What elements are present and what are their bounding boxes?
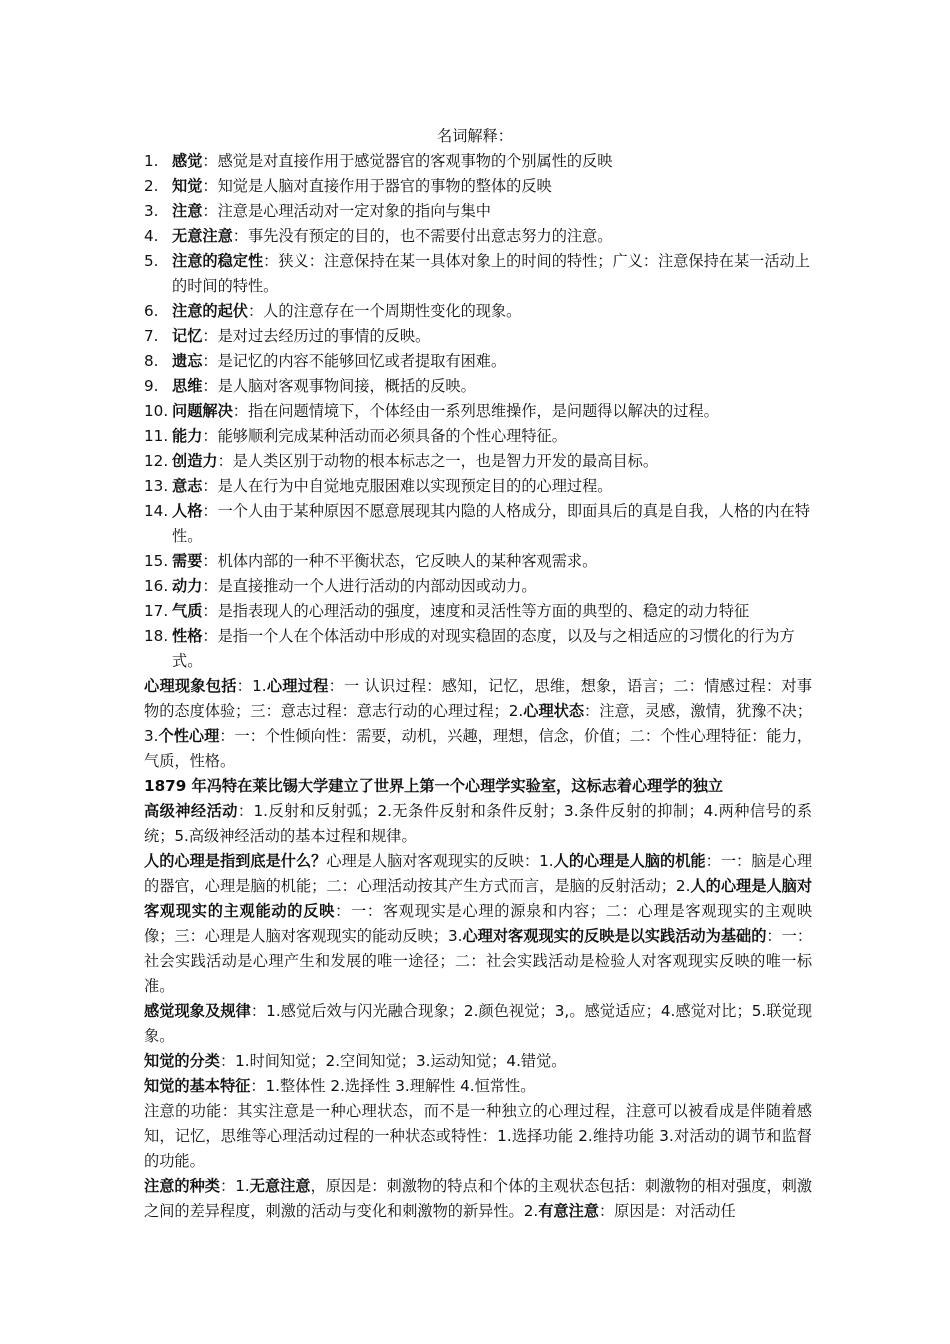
term: 创造力 (172, 452, 218, 470)
definition-item (144, 374, 812, 399)
text-run: 注意的功能：其实注意是一种心理状态，而不是一种独立的心理过程，注意可以被看成是伴随着感知，记忆，思维等心理活动过程的一种状态或特性：1.选择功能 2.维持功能 3.对活动的调节和监督的功能。 (144, 1102, 812, 1170)
definition-text: ：一个人由于某种原因不愿意展现其内隐的人格成分，即面具后的真是自我，人格的内在特性。 (172, 502, 810, 545)
definition-item (144, 224, 812, 249)
definition-text: ：指在问题情境下，个体经由一系列思维操作，是问题得以解决的过程。 (232, 402, 719, 420)
definition-item (144, 499, 812, 549)
definition-text: ：注意是心理活动对一定对象的指向与集中 (202, 202, 491, 220)
term: 遗忘 (172, 352, 203, 370)
definition-item (144, 349, 812, 374)
text-run: 心理是人脑对客观现实的反映：1. (326, 852, 554, 870)
bold-text: 高级神经活动 (144, 802, 238, 820)
item-number: 16. (144, 577, 169, 595)
definition-item (144, 449, 812, 474)
definition-item (144, 174, 812, 199)
item-number: 13. (144, 477, 169, 495)
paragraph (144, 1074, 812, 1099)
definition-text: ：人的注意存在一个周期性变化的现象。 (247, 302, 522, 320)
item-number: 14. (144, 502, 169, 520)
bold-text: 人的心理是人脑的机能 (553, 852, 706, 870)
term: 意志 (172, 477, 203, 495)
bold-text: 心理对客观现实的反映是以实践活动为基础的 (462, 927, 767, 945)
definition-text: ：是指表现人的心理活动的强度，速度和灵活性等方面的典型的、稳定的动力特征 (202, 602, 750, 620)
term: 需要 (172, 552, 203, 570)
item-number: 10. (144, 402, 169, 420)
definition-item (144, 249, 812, 299)
definition-item (144, 624, 812, 674)
term: 感觉 (172, 152, 203, 170)
item-number: 17. (144, 602, 169, 620)
term: 思维 (172, 377, 203, 395)
definition-text: ：事先没有预定的目的，也不需要付出意志努力的注意。 (232, 227, 613, 245)
term: 注意 (172, 202, 203, 220)
paragraph (144, 1049, 812, 1074)
paragraph (144, 1099, 812, 1174)
bold-text: 感觉现象及规律 (144, 1002, 251, 1020)
text-run: ：1.时间知觉；2.空间知觉；3.运动知觉；4.错觉。 (219, 1052, 567, 1070)
text-run: ：1.整体性 2.选择性 3.理解性 4.恒常性。 (250, 1077, 536, 1095)
bold-text: 有意注意 (538, 1202, 599, 1220)
item-number: 4. (144, 227, 159, 245)
bold-text: 心理现象包括 (144, 677, 237, 695)
definition-item (144, 574, 812, 599)
definition-text: ：是人脑对客观事物间接，概括的反映。 (202, 377, 476, 395)
item-number: 3. (144, 202, 159, 220)
page-title: 名词解释： (437, 127, 513, 145)
bold-text: 无意注意 (249, 1177, 311, 1195)
text-run: ：1.感觉后效与闪光融合现象；2.颜色视觉；3,。感觉适应；4.感觉对比；5.联觉现象。 (144, 1002, 813, 1045)
bold-text: 注意的种类 (144, 1177, 220, 1195)
paragraph (144, 849, 812, 999)
term: 性格 (172, 627, 203, 645)
definition-item (144, 399, 812, 424)
term: 问题解决 (172, 402, 233, 420)
definition-text: ：是直接推动一个人进行活动的内部动因或动力。 (202, 577, 537, 595)
paragraph (144, 799, 812, 849)
term: 注意的起伏 (172, 302, 248, 320)
definition-text: ：是人类区别于动物的根本标志之一，也是智力开发的最高目标。 (217, 452, 658, 470)
definition-text: ：是记忆的内容不能够回忆或者提取有困难。 (202, 352, 507, 370)
term: 气质 (172, 602, 203, 620)
text-run: ：一：脑是心理的器官，心理是脑的机能；二：心理活动按其产生方式而言，是脑的反射活动；2. (144, 852, 813, 895)
item-number: 2. (144, 177, 159, 195)
term: 人格 (172, 502, 203, 520)
definition-text: ：感觉是对直接作用于感觉器官的客观事物的个别属性的反映 (202, 152, 613, 170)
bold-text: 人的心理是人脑对客观现实的主观能动的反映 (144, 877, 813, 920)
definition-item (144, 299, 812, 324)
definition-text: ：能够顺利完成某种活动而必须具备的个性心理特征。 (202, 427, 567, 445)
definition-text: ：是对过去经历过的事情的反映。 (202, 327, 431, 345)
definition-text: ：机体内部的一种不平衡状态，它反映人的某种客观需求。 (202, 552, 598, 570)
bold-text: 心理状态 (523, 702, 585, 720)
item-number: 18. (144, 627, 169, 645)
text-run: ：一：社会实践活动是心理产生和发展的唯一途径；二：社会实践活动是检验人对客观现实反映的唯一标准。 (144, 927, 813, 995)
item-number: 8. (144, 352, 159, 370)
definition-item (144, 324, 812, 349)
bold-text: 1879 年冯特在莱比锡大学建立了世界上第一个心理学实验室，这标志着心理学的独立 (144, 777, 724, 795)
definition-item (144, 474, 812, 499)
item-number: 12. (144, 452, 169, 470)
item-number: 15. (144, 552, 169, 570)
paragraph (144, 674, 812, 774)
definition-item (144, 549, 812, 574)
paragraph (144, 999, 812, 1049)
text-run: ：1.反射和反射弧；2.无条件反射和条件反射；3.条件反射的抑制；4.两种信号的系统；5.高级神经活动的基本过程和规律。 (144, 802, 813, 845)
text-run: ：1. (220, 1177, 250, 1195)
definition-item (144, 599, 812, 624)
body-text (144, 674, 812, 1224)
item-number: 11. (144, 427, 169, 445)
item-number: 9. (144, 377, 159, 395)
bold-text: 个性心理 (158, 727, 220, 745)
paragraph (144, 774, 812, 799)
definition-list (144, 149, 812, 674)
paragraph (144, 1174, 812, 1224)
item-number: 6. (144, 302, 159, 320)
text-run: ：一：客观现实是心理的源泉和内容；二：心理是客观现实的主观映像；三：心理是人脑对客观现实的能动反映；3. (144, 902, 813, 945)
text-run: ：一：个性倾向性：需要，动机，兴趣，理想，信念，价值；二：个性心理特征：能力，气质，性格。 (144, 727, 813, 770)
term: 注意的稳定性 (172, 252, 264, 270)
definition-text: ：是人在行为中自觉地克服困难以实现预定目的的心理过程。 (202, 477, 613, 495)
term: 记忆 (172, 327, 203, 345)
text-run: ，原因是：刺激物的特点和个体的主观状态包括：刺激物的相对强度，刺激之间的差异程度，刺激的活动与变化和刺激物的新异性。2. (144, 1177, 813, 1220)
item-number: 5. (144, 252, 159, 270)
term: 动力 (172, 577, 203, 595)
bold-text: 人的心理是指到底是什么？ (144, 852, 327, 870)
term: 能力 (172, 427, 203, 445)
definition-item (144, 199, 812, 224)
item-number: 7. (144, 327, 159, 345)
bold-text: 知觉的基本特征 (144, 1077, 251, 1095)
bold-text: 知觉的分类 (144, 1052, 220, 1070)
term: 无意注意 (172, 227, 233, 245)
term: 知觉 (172, 177, 203, 195)
definition-text: ：知觉是人脑对直接作用于器官的事物的整体的反映 (202, 177, 552, 195)
definition-item (144, 149, 812, 174)
bold-text: 心理过程 (266, 677, 329, 695)
text-run: ：注意，灵感，激情，犹豫不决；3. (144, 702, 813, 745)
text-run: ：一 认识过程：感知，记忆，思维，想象，语言；二：情感过程：对事物的态度体验；三：意志过程：意志行动的心理过程；2. (144, 677, 813, 720)
text-run: ：1. (236, 677, 267, 695)
definition-item (144, 424, 812, 449)
text-run: ：原因是：对活动任 (598, 1202, 736, 1220)
item-number: 1. (144, 152, 159, 170)
definition-text: ：是指一个人在个体活动中形成的对现实稳固的态度，以及与之相适应的习惯化的行为方式。 (172, 627, 795, 670)
definition-text: ：狭义：注意保持在某一具体对象上的时间的特性；广义：注意保持在某一活动上的时间的特性。 (172, 252, 810, 295)
